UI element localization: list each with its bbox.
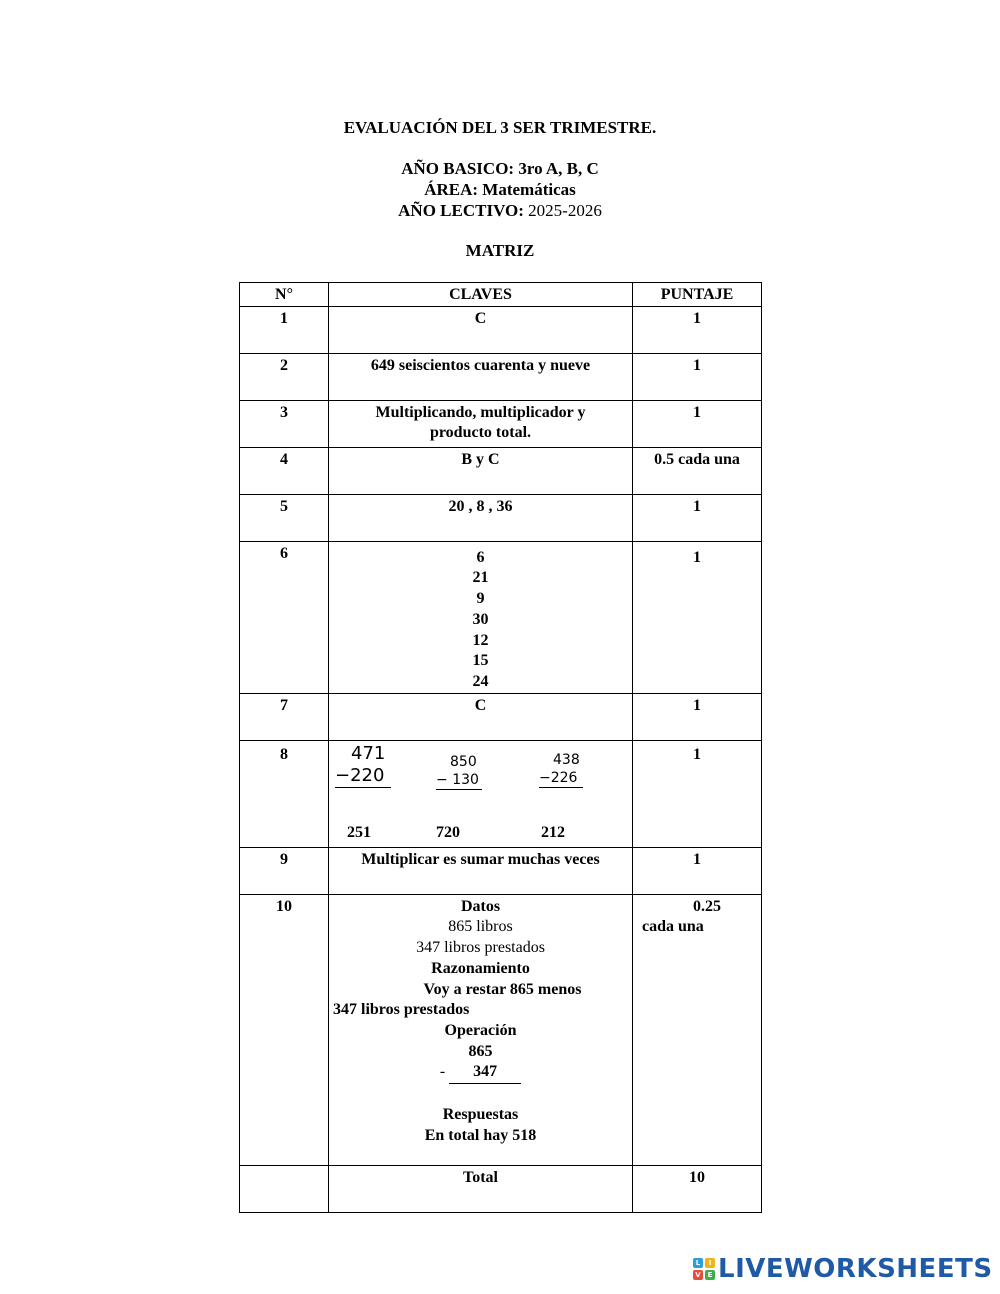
razonamiento-line: 347 libros prestados [333,1001,470,1019]
table-row [240,353,762,400]
result-1: 251 [347,823,371,841]
year-label: AÑO LECTIVO: [398,201,524,220]
operacion-label: Operación [444,1021,517,1039]
subtrahend-line [335,765,391,788]
minus-sign: − [436,771,448,788]
header-info [0,158,1000,221]
total-row [240,1165,762,1212]
header-puntaje: PUNTAJE [633,283,762,307]
row-clave [329,740,633,847]
table-row [240,740,762,847]
clave-line: producto total. [429,424,532,442]
document-title: EVALUACIÓN DEL 3 SER TRIMESTRE. [343,118,657,137]
row-number: 9 [240,847,329,894]
row-clave: B y C [329,447,633,494]
row-clave: 649 seiscientos cuarenta y nueve [329,353,633,400]
subtraction-operations [329,741,632,841]
dato-line: 865 libros [448,918,513,936]
grade-line: AÑO BASICO: 3ro A, B, C [401,159,599,178]
year-value: 2025-2026 [528,201,602,220]
razonamiento-label: Razonamiento [431,959,530,977]
header-claves: CLAVES [329,283,633,307]
value-item: 21 [472,569,489,587]
matrix-title: MATRIZ [465,241,535,260]
row-number: 8 [240,740,329,847]
row-clave: C [329,693,633,740]
liveworksheets-logo[interactable] [693,1255,993,1283]
result-2: 720 [436,823,460,841]
header-number: N° [240,283,329,307]
row-number: 4 [240,447,329,494]
table-row [240,400,762,447]
respuesta-line: En total hay 518 [424,1126,537,1144]
minuend: 850 [450,753,477,770]
logo-tile: E [705,1270,715,1280]
row-number: 3 [240,400,329,447]
respuestas-label: Respuestas [442,1106,519,1124]
total-label: Total [329,1165,633,1212]
logo-tile: L [693,1258,703,1268]
row-puntaje [633,894,762,1165]
row-puntaje: 0.5 cada una [633,447,762,494]
minuend: 471 [351,742,386,764]
result-3: 212 [541,823,565,841]
datos-label: Datos [460,897,501,915]
row-number: 6 [240,541,329,693]
brand-name: LIVEWORKSHEETS [718,1254,993,1284]
row-number [240,1165,329,1212]
row-number: 2 [240,353,329,400]
value-item: 30 [472,610,489,628]
row-number: 1 [240,306,329,353]
puntaje-line: cada una [642,918,704,936]
puntaje-line: 0.25 [693,897,721,915]
subtrahend-line [436,771,482,790]
operation-top: 865 [468,1042,493,1060]
row-clave [329,400,633,447]
row-number: 7 [240,693,329,740]
table-row [240,894,762,1165]
subtrahend: 226 [550,769,578,786]
area-line: ÁREA: Matemáticas [424,180,576,199]
value-item: 15 [472,652,489,670]
answer-matrix-table [239,282,762,1213]
subtraction-2 [436,753,482,790]
table-row [240,693,762,740]
row-puntaje: 1 [633,693,762,740]
row-puntaje: 1 [633,353,762,400]
subtrahend: 220 [350,764,385,786]
value-item: 12 [472,631,489,649]
value-item: 6 [476,548,485,566]
operation-bottom [333,1062,628,1084]
row-puntaje: 1 [633,541,762,693]
logo-icon [693,1258,715,1280]
total-value: 10 [633,1165,762,1212]
table-row [240,447,762,494]
logo-tile: I [705,1258,715,1268]
subtrahend: 130 [452,771,479,788]
minus-sign: − [335,764,351,786]
row-clave [329,541,633,693]
table-header-row [240,283,762,307]
row-clave: 20 , 8 , 36 [329,494,633,541]
subtrahend: 347 [449,1062,521,1084]
minus-sign: − [539,769,551,786]
subtrahend-line [539,769,583,788]
row-puntaje: 1 [633,494,762,541]
table-row [240,541,762,693]
dato-line: 347 libros prestados [416,939,545,957]
clave-line: Multiplicando, multiplicador y [375,403,586,421]
minuend: 438 [553,751,580,768]
logo-tile: V [693,1270,703,1280]
row-number: 5 [240,494,329,541]
table-row [240,494,762,541]
row-puntaje: 1 [633,400,762,447]
table-row [240,847,762,894]
spacer [333,1084,628,1105]
year-line [0,200,1000,221]
row-puntaje: 1 [633,306,762,353]
row-clave: Multiplicar es sumar muchas veces [329,847,633,894]
razonamiento-line: Voy a restar 865 menos [423,980,582,998]
table-row [240,306,762,353]
value-item: 24 [472,672,489,690]
value-item: 9 [476,590,485,608]
subtraction-3 [539,751,583,788]
minus-sign: - [439,1063,446,1081]
row-clave [329,894,633,1165]
subtraction-1 [335,743,391,788]
row-puntaje: 1 [633,847,762,894]
row-number: 10 [240,894,329,1165]
row-puntaje: 1 [633,740,762,847]
row-clave: C [329,306,633,353]
